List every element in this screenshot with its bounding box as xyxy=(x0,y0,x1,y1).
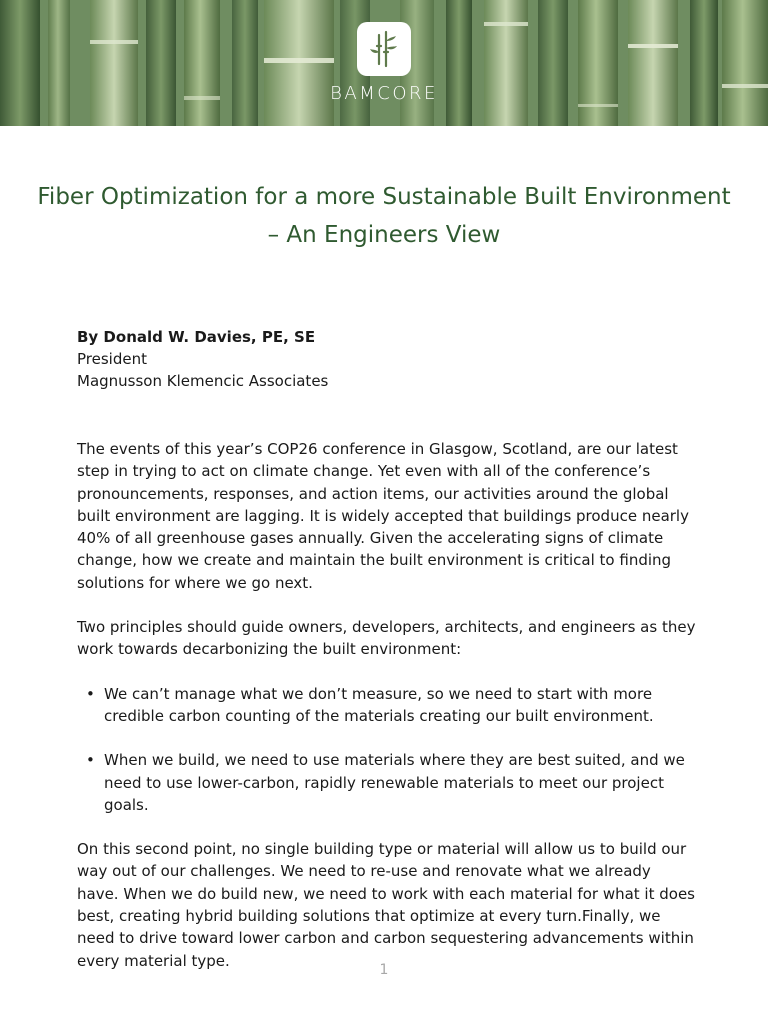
document-body xyxy=(77,438,697,972)
body-paragraph: Two principles should guide owners, developers, architects, and engineers as they work towards decarbonizing the built environment: xyxy=(77,618,696,659)
list-item xyxy=(77,749,697,816)
bamboo-icon xyxy=(357,22,411,76)
page-number: 1 xyxy=(379,962,389,978)
author-company: Magnusson Klemencic Associates xyxy=(77,372,329,390)
principles-list xyxy=(77,683,697,816)
brand-logo xyxy=(322,22,446,112)
author-byline: By Donald W. Davies, PE, SE xyxy=(77,328,316,346)
body-paragraph: The events of this year’s COP26 conference in Glasgow, Scotland, are our latest step in trying to act on climate change. Yet even with all of the conference’s pronouncements, responses, and action items, our activities around the global built environment are lagging. It is widely accepted that buildings produce nearly 40% of all greenhouse gases annually. Given the accelerating signs of climate change, how we create and maintain the built environment is critical to finding solutions for where we go next. xyxy=(77,440,689,592)
header-banner xyxy=(0,0,768,126)
author-block xyxy=(77,326,328,392)
list-item-text: We can’t manage what we don’t measure, so we need to start with more credible carbon counting of the materials creating our built environment. xyxy=(104,684,654,725)
title-line-1: Fiber Optimization for a more Sustainable Built Environment xyxy=(37,184,731,210)
document-title xyxy=(24,178,744,254)
list-item-text: When we build, we need to use materials where they are best suited, and we need to use lower-carbon, rapidly renewable materials to meet our project goals. xyxy=(104,751,685,814)
author-role: President xyxy=(77,350,147,368)
list-item xyxy=(77,683,697,728)
bullet-icon: • xyxy=(86,684,95,703)
bullet-icon: • xyxy=(86,751,95,770)
title-line-2: – An Engineers View xyxy=(267,222,501,248)
body-paragraph: On this second point, no single building type or material will allow us to build our way out of our challenges. We need to re-use and renovate what we already have. When we do build new, we need to work with each material for what it does best, creating hybrid building solutions that optimize at every turn.Finally, we need to drive toward lower carbon and carbon sequestering advancements within every material type. xyxy=(77,840,695,970)
brand-wordmark: BAMCORE xyxy=(330,83,438,104)
